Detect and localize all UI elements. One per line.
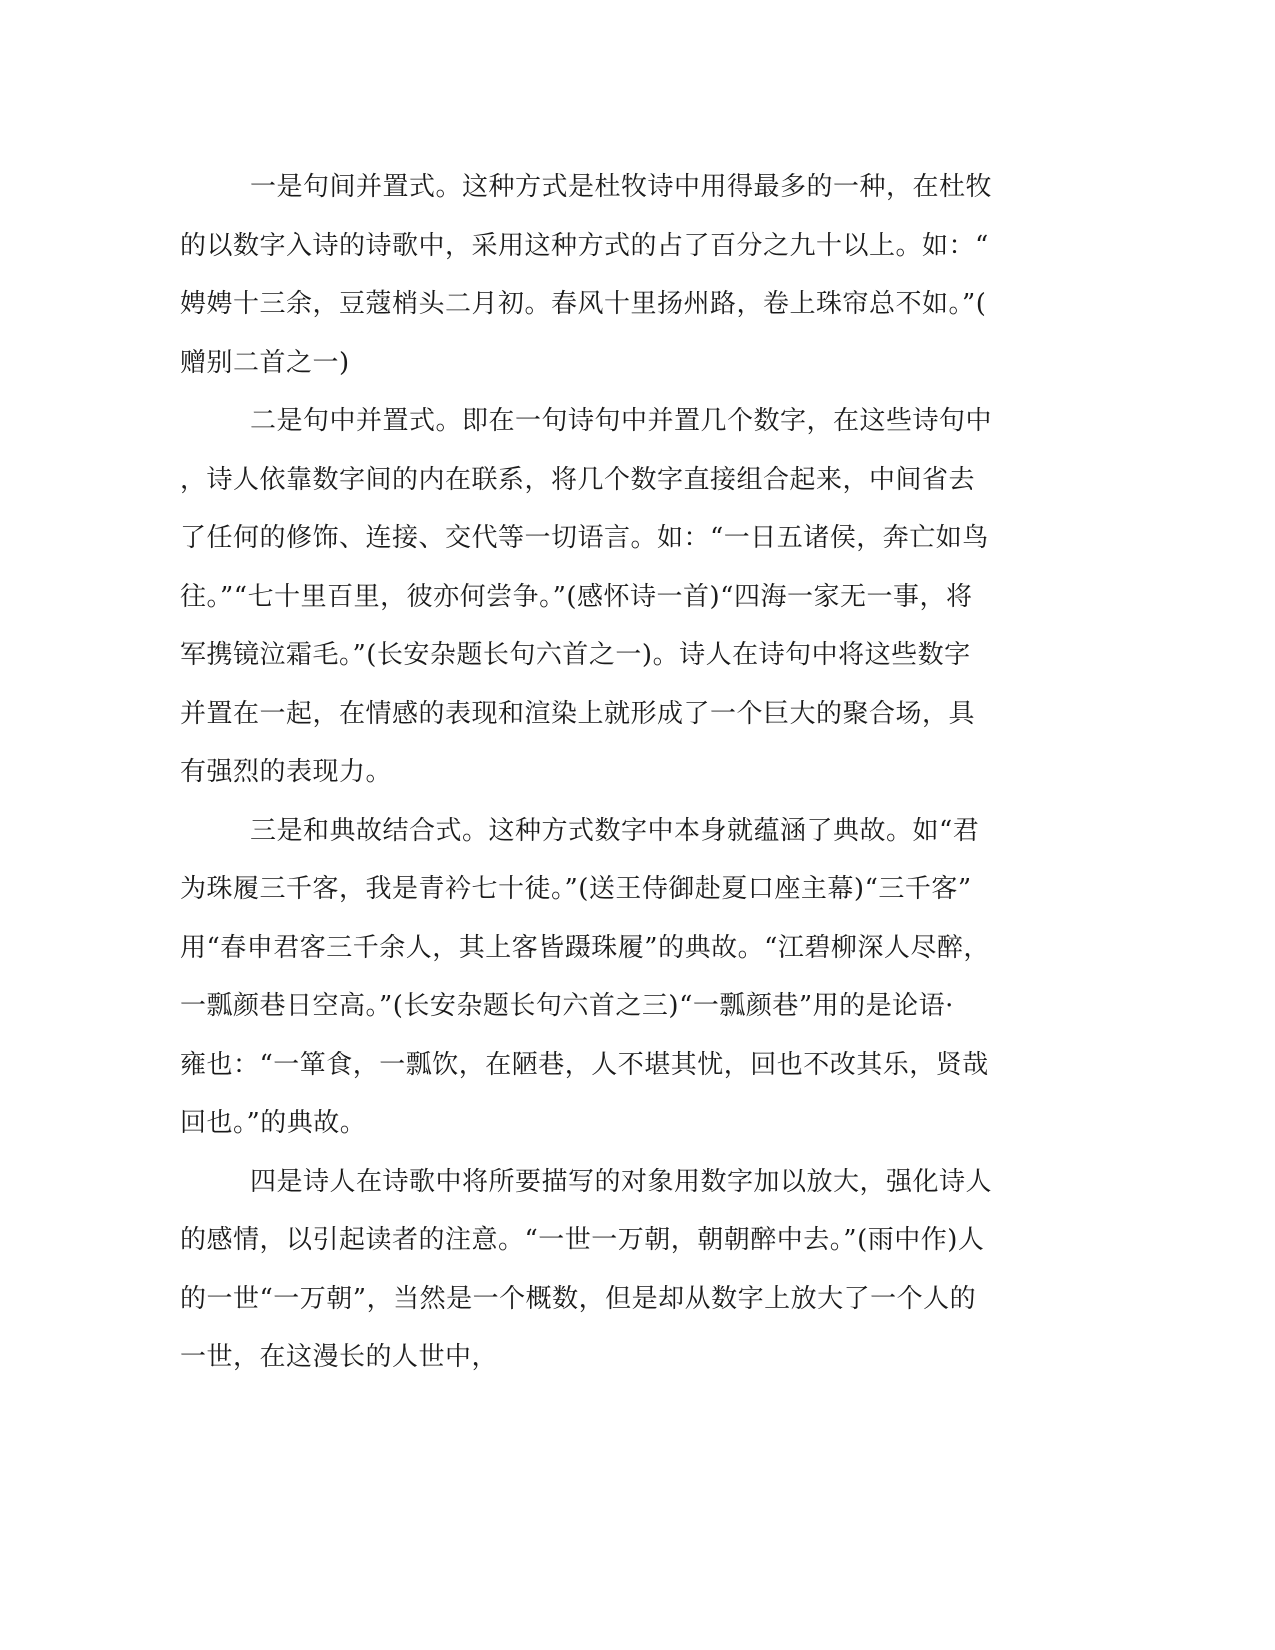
paragraph-3 — [180, 802, 1032, 1153]
paragraph-2 — [180, 392, 1032, 802]
text-line: 往。”“七十里百里，彼亦何尝争。”(感怀诗一首)“四海一家无一事，将 — [180, 581, 973, 612]
text-line: 军携镜泣霜毛。”(长安杂题长句六首之一)。诗人在诗句中将这些数字 — [180, 640, 971, 670]
text-line: 三是和典故结合式。这种方式数字中本身就蕴涵了典故。如“君 — [250, 815, 980, 846]
paragraph-1 — [180, 158, 1032, 392]
text-line: 回也。”的典故。 — [180, 1108, 367, 1138]
text-line: 二是句中并置式。即在一句诗句中并置几个数字，在这些诗句中 — [250, 406, 993, 436]
text-line: 一是句间并置式。这种方式是杜牧诗中用得最多的一种，在杜牧 — [250, 172, 993, 202]
text-line: 娉娉十三余，豆蔻梢头二月初。春风十里扬州路，卷上珠帘总不如。”( — [180, 289, 987, 319]
text-line: 雍也：“一箪食，一瓢饮，在陋巷，人不堪其忧，回也不改其乐，贤哉 — [180, 1049, 989, 1080]
text-line: 了任何的修饰、连接、交代等一切语言。如：“一日五诸侯，奔亡如鸟 — [180, 523, 989, 553]
text-line: 为珠履三千客，我是青衿七十徒。”(送王侍御赴夏口座主幕)“三千客” — [180, 874, 972, 904]
paragraph-4 — [180, 1153, 1032, 1387]
text-line: 并置在一起，在情感的表现和渲染上就形成了一个巨大的聚合场，具 — [180, 698, 976, 729]
document-page — [180, 158, 1032, 1387]
text-line: 赠别二首之一) — [180, 347, 350, 378]
text-line: 的一世“一万朝”，当然是一个概数，但是却从数字上放大了一个人的 — [180, 1283, 977, 1314]
text-line: ，诗人依靠数字间的内在联系，将几个数字直接组合起来，中间省去 — [180, 464, 976, 495]
text-line: 的以数字入诗的诗歌中，采用这种方式的占了百分之九十以上。如：“ — [180, 230, 989, 261]
text-line: 四是诗人在诗歌中将所要描写的对象用数字加以放大，强化诗人 — [250, 1166, 993, 1197]
text-line: 一世，在这漫长的人世中， — [180, 1342, 499, 1372]
text-line: 用“春申君客三千余人，其上客皆蹑珠履”的典故。“江碧柳深人尽醉， — [180, 932, 990, 963]
text-line: 的感情，以引起读者的注意。“一世一万朝，朝朝醉中去。”(雨中作)人 — [180, 1225, 985, 1255]
text-line: 一瓢颜巷日空高。”(长安杂题长句六首之三)“一瓢颜巷”用的是论语· — [180, 991, 954, 1021]
text-line: 有强烈的表现力。 — [180, 757, 393, 787]
